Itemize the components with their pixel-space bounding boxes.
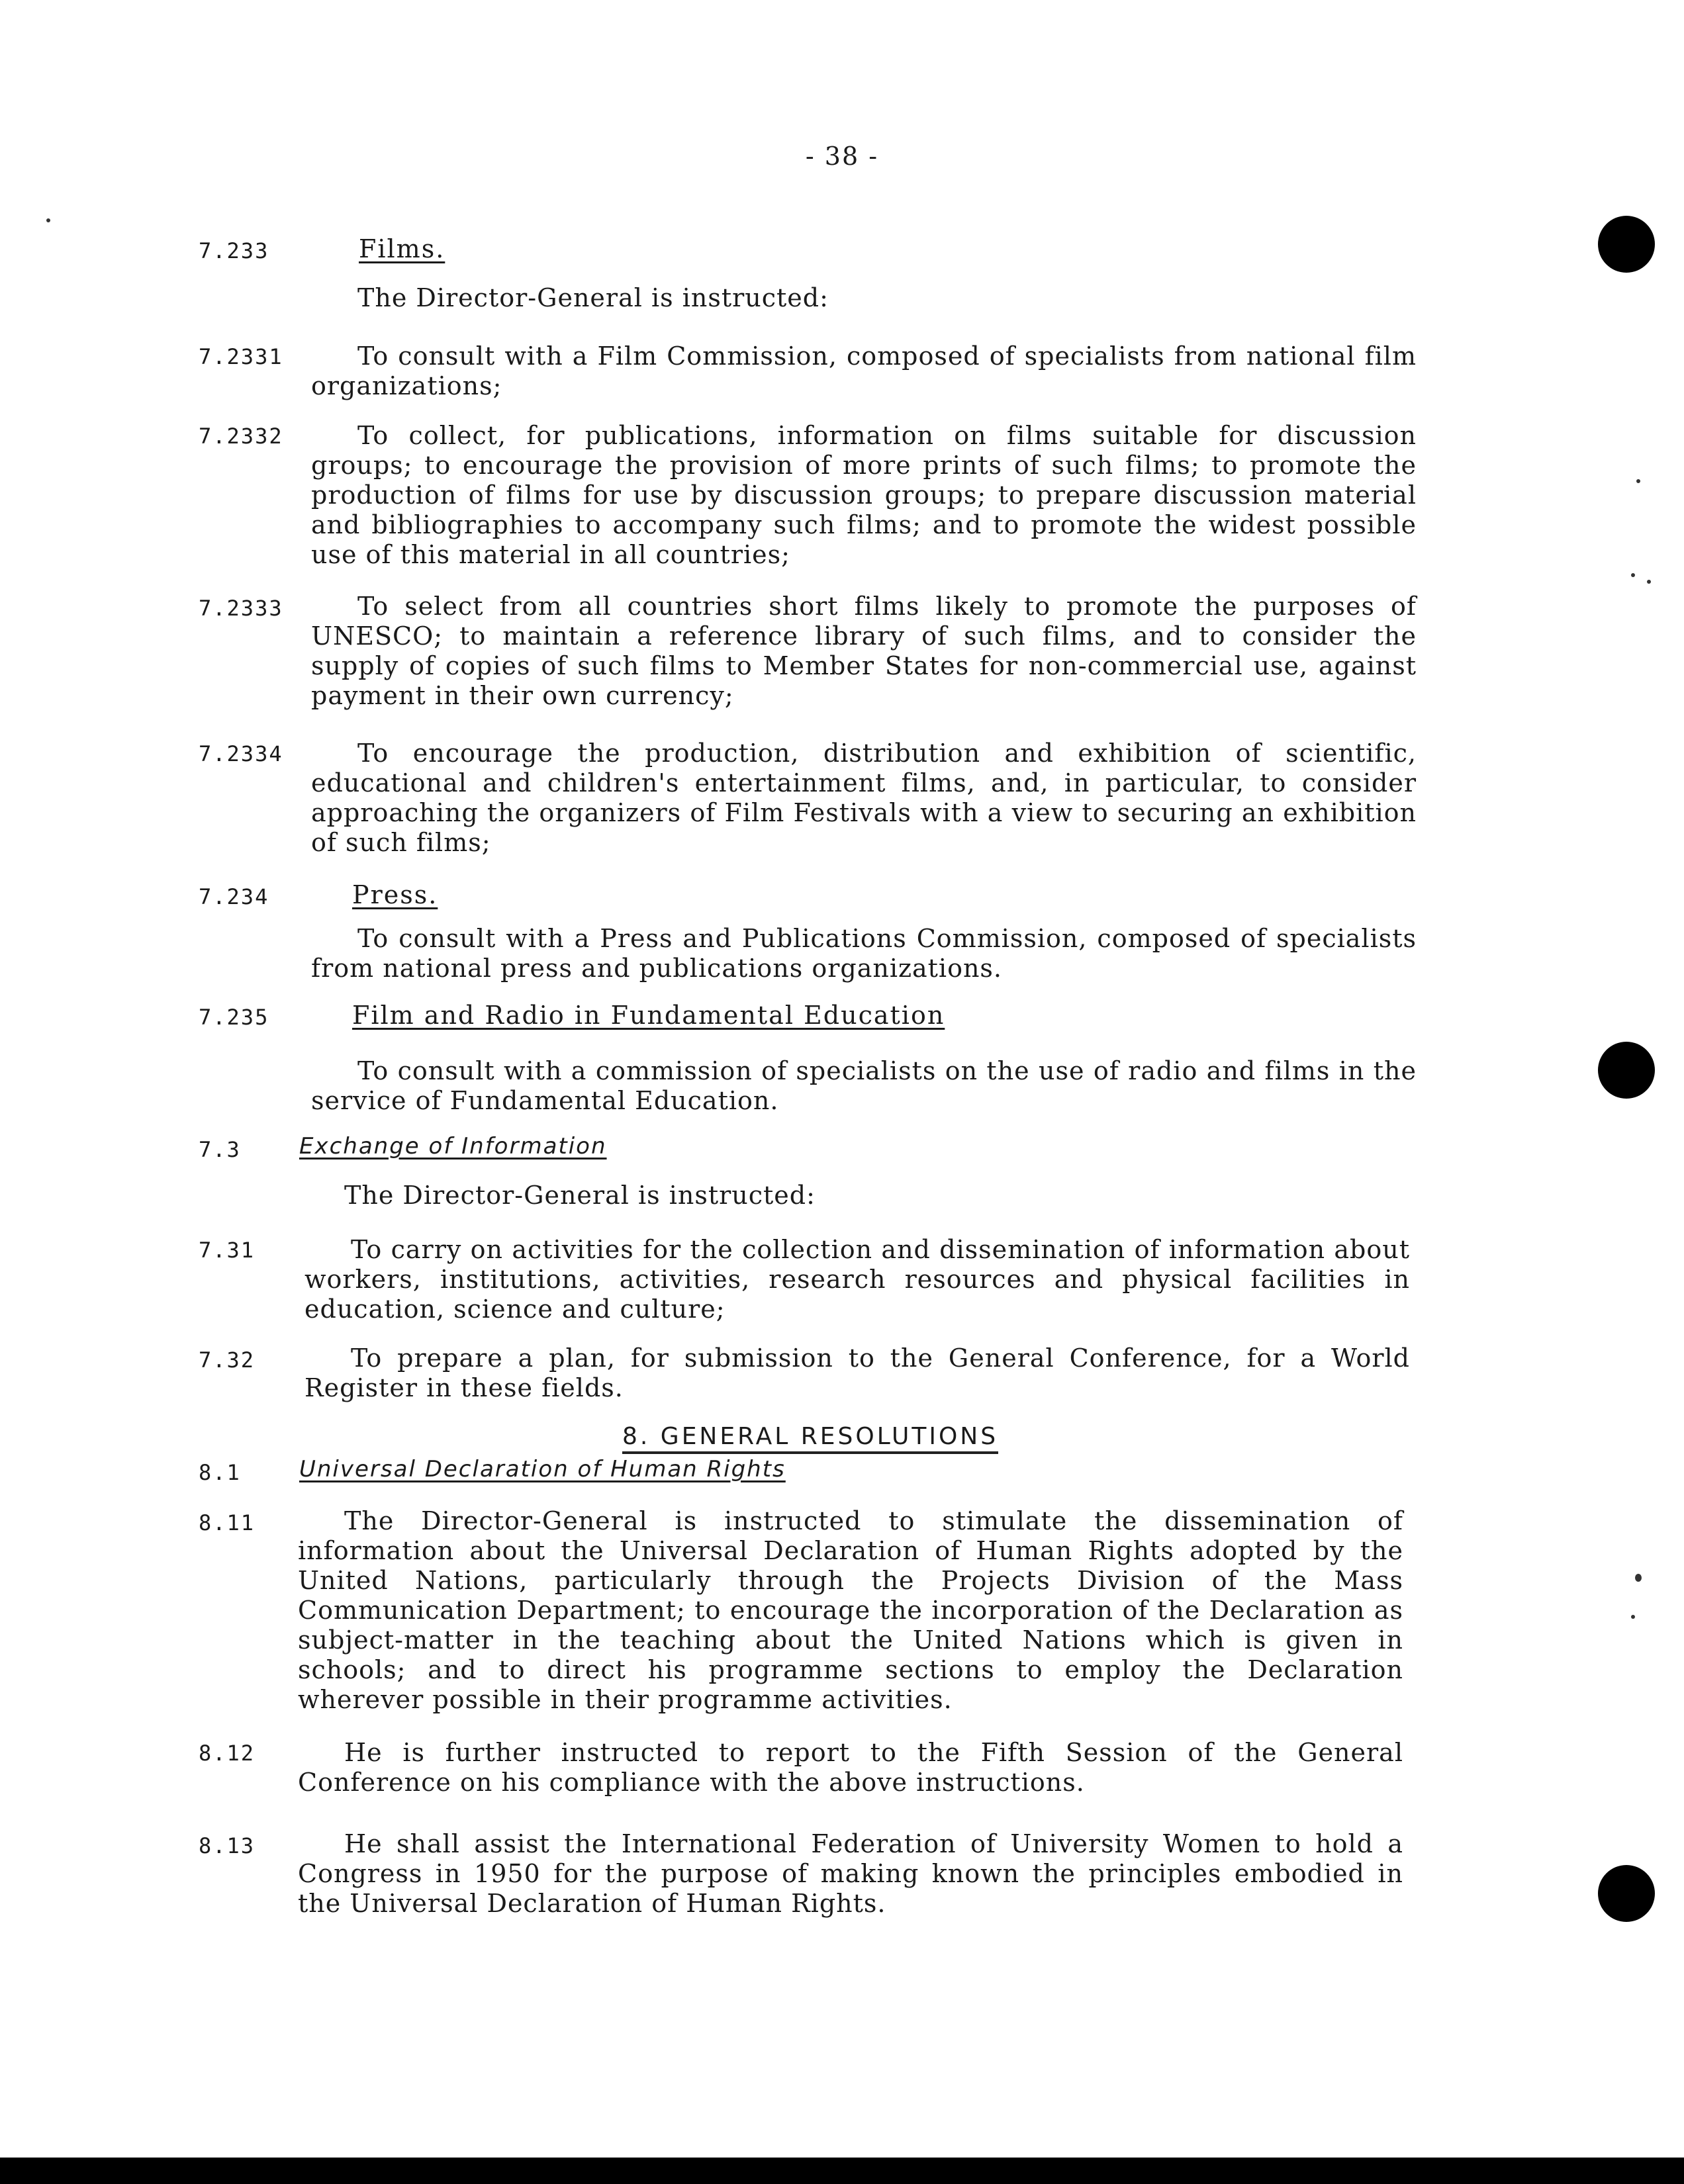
scan-speck	[1631, 573, 1635, 577]
item-number: 7.31	[199, 1238, 256, 1263]
item-text-content: To consult with a Film Commission, composed of specialists from national film organizations;	[311, 341, 1417, 400]
item-text	[298, 1738, 1403, 1797]
item-number: 8.1	[199, 1460, 241, 1485]
item-number: 7.3	[199, 1137, 241, 1162]
item-text-content: He shall assist the International Federation of University Women to hold a Congress in 1950 for the purpose of making known the principles embodied in the Universal Declaration of Human Rights.	[298, 1829, 1403, 1918]
item-heading: Film and Radio in Fundamental Education	[352, 1001, 945, 1030]
item-text	[311, 341, 1417, 401]
item-text	[311, 739, 1417, 858]
item-text	[298, 1506, 1403, 1715]
scan-speck	[1647, 580, 1651, 584]
item-text-content: To encourage the production, distribution and exhibition of scientific, educational and children's entertainment films, and, in particular, to consider approaching the organizers of Film Festivals with a view to securing an exhibition of such films;	[311, 739, 1417, 857]
item-text-content: To prepare a plan, for submission to the General Conference, for a World Register in these fields.	[304, 1343, 1410, 1402]
scan-speck	[1635, 1574, 1642, 1582]
item-heading: Press.	[352, 880, 438, 909]
item-text	[311, 1056, 1417, 1116]
item-text-content: The Director-General is instructed to stimulate the dissemination of information about the Universal Declaration of Human Rights adopted by the United Nations, particularly through the Projects Division of the Mass Communication Department; to encourage the incorporation of the Declaration as subject-matter in the teaching about the United Nations which is given in schools; and to direct his programme sections to employ the Declaration wherever possible in their programme activities.	[298, 1506, 1403, 1714]
item-text-content: He is further instructed to report to the Fifth Session of the General Conference on his compliance with the above instructions.	[298, 1738, 1403, 1797]
item-number: 7.2333	[199, 596, 283, 621]
item-text	[304, 1235, 1410, 1324]
item-text-content: To carry on activities for the collection and dissemination of information about workers, institutions, activities, research resources and physical facilities in education, science and culture;	[304, 1235, 1410, 1324]
item-text	[311, 592, 1417, 711]
scan-speck	[46, 218, 50, 222]
section-title: 8. GENERAL RESOLUTIONS	[622, 1423, 998, 1454]
item-number: 7.235	[199, 1005, 269, 1030]
item-text	[298, 1829, 1403, 1919]
item-heading: Exchange of Information	[299, 1133, 607, 1160]
scan-edge-bar	[0, 2158, 1684, 2184]
item-intro: The Director-General is instructed:	[357, 283, 829, 312]
item-number: 7.234	[199, 884, 269, 909]
scan-speck	[1636, 479, 1640, 483]
item-text-content: To consult with a Press and Publications Commission, composed of specialists from national press and publications organizations.	[311, 924, 1417, 983]
page-number: - 38 -	[805, 142, 879, 171]
punch-hole-icon	[1598, 216, 1655, 273]
item-heading: Universal Declaration of Human Rights	[299, 1456, 786, 1482]
item-text	[311, 421, 1417, 570]
item-intro: The Director-General is instructed:	[344, 1181, 816, 1210]
item-text	[304, 1343, 1410, 1403]
item-number: 7.2331	[199, 344, 283, 369]
item-number: 7.233	[199, 238, 269, 263]
item-text-content: To collect, for publications, information on films suitable for discussion groups; to encourage the provision of more prints of such films; to promote the production of films for use by discussion groups; to prepare discussion material and bibliographies to accompany such films; and to promote the widest possible use of this material in all countries;	[311, 421, 1417, 569]
item-number: 7.32	[199, 1347, 256, 1373]
scan-speck	[1631, 1615, 1635, 1619]
punch-hole-icon	[1598, 1865, 1655, 1922]
item-heading: Films.	[359, 234, 445, 263]
item-text-content: To select from all countries short films likely to promote the purposes of UNESCO; to maintain a reference library of such films, and to consider the supply of copies of such films to Member States for non-commercial use, against payment in their own currency;	[311, 592, 1417, 710]
item-number: 7.2332	[199, 424, 283, 449]
item-number: 8.13	[199, 1833, 256, 1858]
item-text-content: To consult with a commission of specialists on the use of radio and films in the service of Fundamental Education.	[311, 1056, 1417, 1115]
item-number: 7.2334	[199, 741, 283, 766]
item-text	[311, 924, 1417, 983]
item-number: 8.12	[199, 1741, 256, 1766]
punch-hole-icon	[1598, 1042, 1655, 1099]
item-number: 8.11	[199, 1510, 256, 1535]
